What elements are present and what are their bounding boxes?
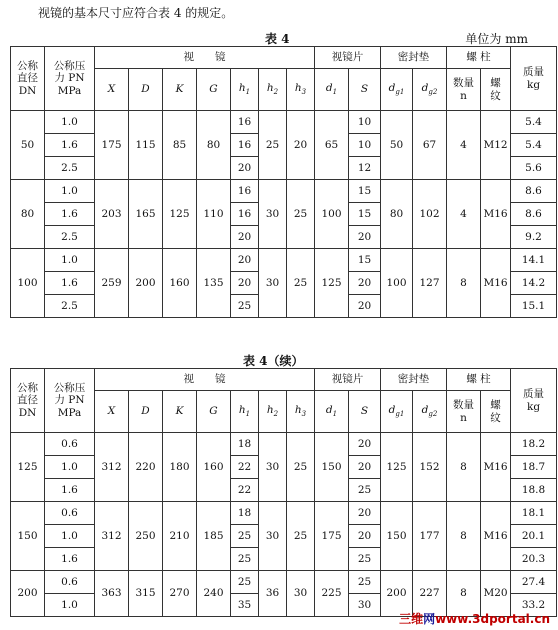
cell-k: 160	[163, 249, 197, 318]
cell-s: 15	[349, 203, 381, 226]
cell-h1: 18	[231, 433, 259, 456]
table-row	[11, 571, 557, 594]
header-lens: 视镜片	[315, 369, 381, 391]
header-sub-11: 数量 n	[447, 391, 481, 433]
cell-s: 20	[349, 226, 381, 249]
cell-s: 15	[349, 180, 381, 203]
cell-dg2: 102	[413, 180, 447, 249]
cell-dg1: 50	[381, 111, 413, 180]
cell-k: 270	[163, 571, 197, 617]
cell-pn: 2.5	[45, 157, 95, 180]
cell-h3: 25	[287, 502, 315, 571]
cell-thread: M16	[481, 249, 511, 318]
cell-mass: 18.8	[511, 479, 557, 502]
cell-x: 203	[95, 180, 129, 249]
header-sub-h1: $h_1$	[231, 69, 259, 111]
cell-dg2: 152	[413, 433, 447, 502]
header-sub-dg1: $d_{g1}$	[381, 391, 413, 433]
cell-h1: 16	[231, 111, 259, 134]
header-sub-11: 数量 n	[447, 69, 481, 111]
cell-h2: 30	[259, 249, 287, 318]
cell-h3: 25	[287, 180, 315, 249]
cell-dn: 200	[11, 571, 45, 617]
header-pn: 公称压 力 PN MPa	[45, 47, 95, 111]
table1-caption: 表 4	[265, 32, 290, 46]
cell-pn: 1.0	[45, 111, 95, 134]
header-sub-h2: $h_2$	[259, 391, 287, 433]
header-sub-8: S	[349, 391, 381, 433]
cell-k: 210	[163, 502, 197, 571]
intro-text: 视镜的基本尺寸应符合表 4 的规定。	[38, 6, 234, 20]
cell-h2: 30	[259, 502, 287, 571]
cell-dg2: 127	[413, 249, 447, 318]
cell-pn: 2.5	[45, 226, 95, 249]
cell-g: 185	[197, 502, 231, 571]
header-sub-12: 螺 纹	[481, 69, 511, 111]
cell-dg2: 67	[413, 111, 447, 180]
header-sub-2: K	[163, 391, 197, 433]
header-sub-8: S	[349, 69, 381, 111]
cell-mass: 18.7	[511, 456, 557, 479]
header-sub-12: 螺 纹	[481, 391, 511, 433]
spec-table-2	[10, 368, 557, 617]
cell-thread: M16	[481, 502, 511, 571]
cell-d1: 100	[315, 180, 349, 249]
cell-h1: 20	[231, 272, 259, 295]
cell-dg1: 125	[381, 433, 413, 502]
cell-h2: 25	[259, 111, 287, 180]
cell-dn: 80	[11, 180, 45, 249]
cell-g: 135	[197, 249, 231, 318]
cell-s: 15	[349, 249, 381, 272]
unit-text: 单位为 mm	[465, 32, 528, 46]
header-sight-glass: 视 镜	[95, 369, 315, 391]
header-sub-2: K	[163, 69, 197, 111]
cell-k: 180	[163, 433, 197, 502]
header-gasket: 密封垫	[381, 47, 447, 69]
cell-h1: 25	[231, 571, 259, 594]
cell-h1: 20	[231, 249, 259, 272]
cell-mass: 15.1	[511, 295, 557, 318]
cell-x: 312	[95, 433, 129, 502]
cell-dn: 100	[11, 249, 45, 318]
cell-dg1: 100	[381, 249, 413, 318]
cell-h1: 35	[231, 594, 259, 617]
cell-pn: 0.6	[45, 433, 95, 456]
cell-d1: 65	[315, 111, 349, 180]
table2-caption: 表 4（续）	[243, 354, 304, 368]
cell-pn: 1.6	[45, 203, 95, 226]
cell-x: 259	[95, 249, 129, 318]
cell-d: 115	[129, 111, 163, 180]
cell-h3: 25	[287, 433, 315, 502]
cell-mass: 20.1	[511, 525, 557, 548]
header-sub-3: G	[197, 391, 231, 433]
cell-dg1: 80	[381, 180, 413, 249]
cell-dn: 150	[11, 502, 45, 571]
cell-x: 312	[95, 502, 129, 571]
cell-thread: M16	[481, 433, 511, 502]
cell-h2: 36	[259, 571, 287, 617]
header-sub-d1: $d_1$	[315, 69, 349, 111]
header-sub-h1: $h_1$	[231, 391, 259, 433]
cell-d1: 225	[315, 571, 349, 617]
cell-h3: 20	[287, 111, 315, 180]
cell-mass: 5.6	[511, 157, 557, 180]
cell-pn: 1.0	[45, 249, 95, 272]
cell-n: 8	[447, 433, 481, 502]
cell-x: 363	[95, 571, 129, 617]
cell-d: 200	[129, 249, 163, 318]
header-bolt: 螺 柱	[447, 47, 511, 69]
table-row	[11, 249, 557, 272]
header-sub-h3: $h_3$	[287, 69, 315, 111]
cell-g: 160	[197, 433, 231, 502]
cell-h1: 25	[231, 295, 259, 318]
cell-mass: 20.3	[511, 548, 557, 571]
header-sub-dg2: $d_{g2}$	[413, 69, 447, 111]
cell-dg2: 177	[413, 502, 447, 571]
header-sub-dg2: $d_{g2}$	[413, 391, 447, 433]
cell-s: 20	[349, 456, 381, 479]
cell-h1: 25	[231, 525, 259, 548]
cell-s: 30	[349, 594, 381, 617]
header-lens: 视镜片	[315, 47, 381, 69]
watermark	[399, 610, 550, 627]
cell-pn: 1.6	[45, 479, 95, 502]
cell-dg1: 150	[381, 502, 413, 571]
cell-n: 4	[447, 180, 481, 249]
cell-mass: 14.2	[511, 272, 557, 295]
header-dn: 公称 直径 DN	[11, 369, 45, 433]
cell-h1: 22	[231, 456, 259, 479]
watermark-mid: 网	[423, 612, 436, 626]
cell-dg2: 227	[413, 571, 447, 617]
cell-pn: 1.6	[45, 134, 95, 157]
cell-thread: M12	[481, 111, 511, 180]
watermark-right: www.3dportal.cn	[435, 612, 550, 626]
header-gasket: 密封垫	[381, 369, 447, 391]
cell-pn: 1.0	[45, 180, 95, 203]
cell-pn: 1.6	[45, 272, 95, 295]
cell-s: 10	[349, 111, 381, 134]
cell-thread: M16	[481, 180, 511, 249]
cell-dn: 50	[11, 111, 45, 180]
table-row	[11, 111, 557, 134]
cell-d: 165	[129, 180, 163, 249]
cell-n: 8	[447, 502, 481, 571]
cell-dn: 125	[11, 433, 45, 502]
header-sight-glass: 视 镜	[95, 47, 315, 69]
cell-s: 10	[349, 134, 381, 157]
cell-pn: 2.5	[45, 295, 95, 318]
cell-k: 85	[163, 111, 197, 180]
cell-d1: 125	[315, 249, 349, 318]
header-pn: 公称压 力 PN MPa	[45, 369, 95, 433]
header-sub-3: G	[197, 69, 231, 111]
cell-mass: 18.2	[511, 433, 557, 456]
cell-h2: 30	[259, 180, 287, 249]
header-sub-0: X	[95, 391, 129, 433]
cell-mass: 9.2	[511, 226, 557, 249]
cell-g: 240	[197, 571, 231, 617]
cell-d1: 150	[315, 433, 349, 502]
spec-table-1	[10, 46, 557, 318]
cell-pn: 1.0	[45, 456, 95, 479]
cell-mass: 33.2	[511, 594, 557, 617]
cell-s: 25	[349, 548, 381, 571]
cell-n: 8	[447, 571, 481, 617]
header-bolt: 螺 柱	[447, 369, 511, 391]
cell-h1: 20	[231, 157, 259, 180]
header-sub-h3: $h_3$	[287, 391, 315, 433]
cell-pn: 1.0	[45, 525, 95, 548]
cell-s: 20	[349, 295, 381, 318]
cell-h1: 16	[231, 134, 259, 157]
cell-pn: 0.6	[45, 571, 95, 594]
cell-d1: 175	[315, 502, 349, 571]
cell-h1: 20	[231, 226, 259, 249]
cell-h3: 30	[287, 571, 315, 617]
cell-mass: 8.6	[511, 203, 557, 226]
cell-x: 175	[95, 111, 129, 180]
cell-h1: 25	[231, 548, 259, 571]
watermark-left: 三维	[399, 612, 424, 626]
cell-g: 110	[197, 180, 231, 249]
header-sub-d1: $d_1$	[315, 391, 349, 433]
cell-g: 80	[197, 111, 231, 180]
cell-thread: M20	[481, 571, 511, 617]
table-row	[11, 433, 557, 456]
cell-s: 25	[349, 571, 381, 594]
cell-d: 315	[129, 571, 163, 617]
cell-h1: 18	[231, 502, 259, 525]
cell-dg1: 200	[381, 571, 413, 617]
cell-n: 4	[447, 111, 481, 180]
header-sub-1: D	[129, 69, 163, 111]
cell-mass: 5.4	[511, 111, 557, 134]
cell-h1: 16	[231, 180, 259, 203]
header-dn: 公称 直径 DN	[11, 47, 45, 111]
header-mass: 质量 kg	[511, 369, 557, 433]
cell-h2: 30	[259, 433, 287, 502]
header-sub-0: X	[95, 69, 129, 111]
cell-mass: 18.1	[511, 502, 557, 525]
cell-d: 250	[129, 502, 163, 571]
table-row	[11, 180, 557, 203]
cell-s: 20	[349, 525, 381, 548]
cell-s: 25	[349, 479, 381, 502]
cell-d: 220	[129, 433, 163, 502]
table-row	[11, 502, 557, 525]
cell-mass: 5.4	[511, 134, 557, 157]
cell-h1: 16	[231, 203, 259, 226]
header-sub-1: D	[129, 391, 163, 433]
cell-s: 12	[349, 157, 381, 180]
cell-pn: 0.6	[45, 502, 95, 525]
cell-s: 20	[349, 433, 381, 456]
cell-s: 20	[349, 272, 381, 295]
cell-mass: 27.4	[511, 571, 557, 594]
cell-k: 125	[163, 180, 197, 249]
cell-pn: 1.6	[45, 548, 95, 571]
header-sub-h2: $h_2$	[259, 69, 287, 111]
cell-h3: 25	[287, 249, 315, 318]
cell-pn: 1.0	[45, 594, 95, 617]
cell-n: 8	[447, 249, 481, 318]
cell-mass: 8.6	[511, 180, 557, 203]
header-mass: 质量 kg	[511, 47, 557, 111]
cell-mass: 14.1	[511, 249, 557, 272]
cell-h1: 22	[231, 479, 259, 502]
cell-s: 20	[349, 502, 381, 525]
header-sub-dg1: $d_{g1}$	[381, 69, 413, 111]
